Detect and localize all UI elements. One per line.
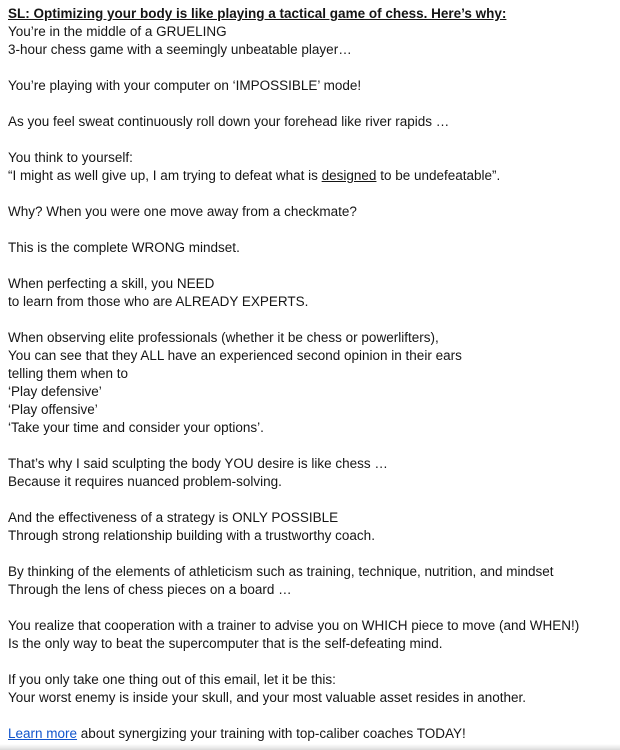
text-line: Through strong relationship building with a trustworthy coach.	[8, 528, 375, 543]
text-line	[8, 167, 612, 185]
text-line: You’re in the middle of a GRUELING	[8, 24, 227, 39]
text-line: This is the complete WRONG mindset.	[8, 240, 240, 255]
text-line: You can see that they ALL have an experienced second opinion in their ears	[8, 348, 462, 363]
text-line: When perfecting a skill, you NEED	[8, 276, 215, 291]
text-line: You think to yourself:	[8, 150, 133, 165]
text-line	[8, 725, 612, 743]
text-line: When observing elite professionals (whether it be chess or powerlifters),	[8, 330, 439, 345]
text-segment: to be undefeatable”.	[376, 168, 501, 183]
text-line: to learn from those who are ALREADY EXPERTS.	[8, 294, 309, 309]
text-line: Your worst enemy is inside your skull, and your most valuable asset resides in another.	[8, 690, 527, 705]
blank-line	[8, 95, 612, 113]
text-line: Through the lens of chess pieces on a board …	[8, 582, 292, 597]
text-segment: “I might as well give up, I am trying to defeat what is	[8, 168, 322, 183]
text-line: Why? When you were one move away from a checkmate?	[8, 204, 357, 219]
text-line: ‘Take your time and consider your options’.	[8, 420, 264, 435]
blank-line	[8, 491, 612, 509]
blank-line	[8, 437, 612, 455]
text-line: ‘Play defensive’	[8, 384, 102, 399]
blank-line	[8, 131, 612, 149]
blank-line	[8, 545, 612, 563]
underlined-word: designed	[321, 168, 377, 183]
text-line: 3-hour chess game with a seemingly unbeatable player…	[8, 42, 352, 57]
blank-line	[8, 707, 612, 725]
text-line: And the effectiveness of a strategy is ONLY POSSIBLE	[8, 510, 339, 525]
text-line: If you only take one thing out of this email, let it be this:	[8, 672, 336, 687]
text-line: That’s why I said sculpting the body YOU desire is like chess …	[8, 456, 388, 471]
text-line: ‘Play offensive’	[8, 402, 98, 417]
blank-line	[8, 599, 612, 617]
blank-line	[8, 221, 612, 239]
window-bottom-edge	[0, 744, 620, 750]
blank-line	[8, 653, 612, 671]
text-line: You realize that cooperation with a trainer to advise you on WHICH piece to move (and WHEN!)	[8, 618, 580, 633]
blank-line	[8, 311, 612, 329]
learn-more-link[interactable]: Learn more	[8, 726, 78, 741]
text-line: Because it requires nuanced problem-solving.	[8, 474, 282, 489]
text-line: By thinking of the elements of athleticism such as training, technique, nutrition, and mindset	[8, 564, 554, 579]
blank-line	[8, 257, 612, 275]
blank-line	[8, 59, 612, 77]
text-line: You’re playing with your computer on ‘IMPOSSIBLE’ mode!	[8, 78, 362, 93]
blank-line	[8, 185, 612, 203]
text-segment: about synergizing your training with top-caliber coaches TODAY!	[77, 726, 466, 741]
text-line: telling them when to	[8, 366, 129, 381]
subject-line: SL: Optimizing your body is like playing a tactical game of chess. Here’s why:	[8, 6, 507, 21]
text-line: Is the only way to beat the supercomputer that is the self-defeating mind.	[8, 636, 443, 651]
text-line: As you feel sweat continuously roll down your forehead like river rapids …	[8, 114, 450, 129]
